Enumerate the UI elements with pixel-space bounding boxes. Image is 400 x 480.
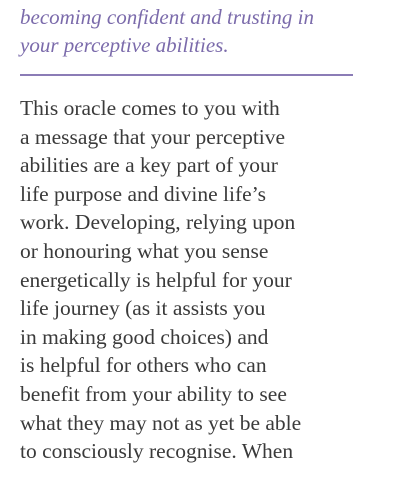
body-line: in making good choices) and (20, 324, 269, 349)
intro-line: becoming confident and trusting in (20, 5, 314, 29)
body-line: life purpose and divine life’s (20, 181, 266, 206)
body-line: benefit from your ability to see (20, 381, 287, 406)
intro-italic-text (20, 3, 380, 59)
body-line: life journey (as it assists you (20, 296, 266, 321)
body-line: abilities are a key part of your (20, 153, 278, 178)
body-line: what they may not as yet be able (20, 410, 302, 435)
body-line: a message that your perceptive (20, 124, 286, 149)
body-line: work. Developing, relying upon (20, 210, 296, 235)
body-line: This oracle comes to you with (20, 96, 280, 120)
body-paragraph (20, 94, 390, 466)
body-line: or honouring what you sense (20, 238, 269, 263)
body-line: energetically is helpful for your (20, 267, 292, 292)
body-line: to consciously recognise. When (20, 439, 294, 464)
intro-line: your perceptive abilities. (20, 33, 229, 57)
section-divider (20, 74, 353, 76)
body-line: is helpful for others who can (20, 353, 267, 378)
